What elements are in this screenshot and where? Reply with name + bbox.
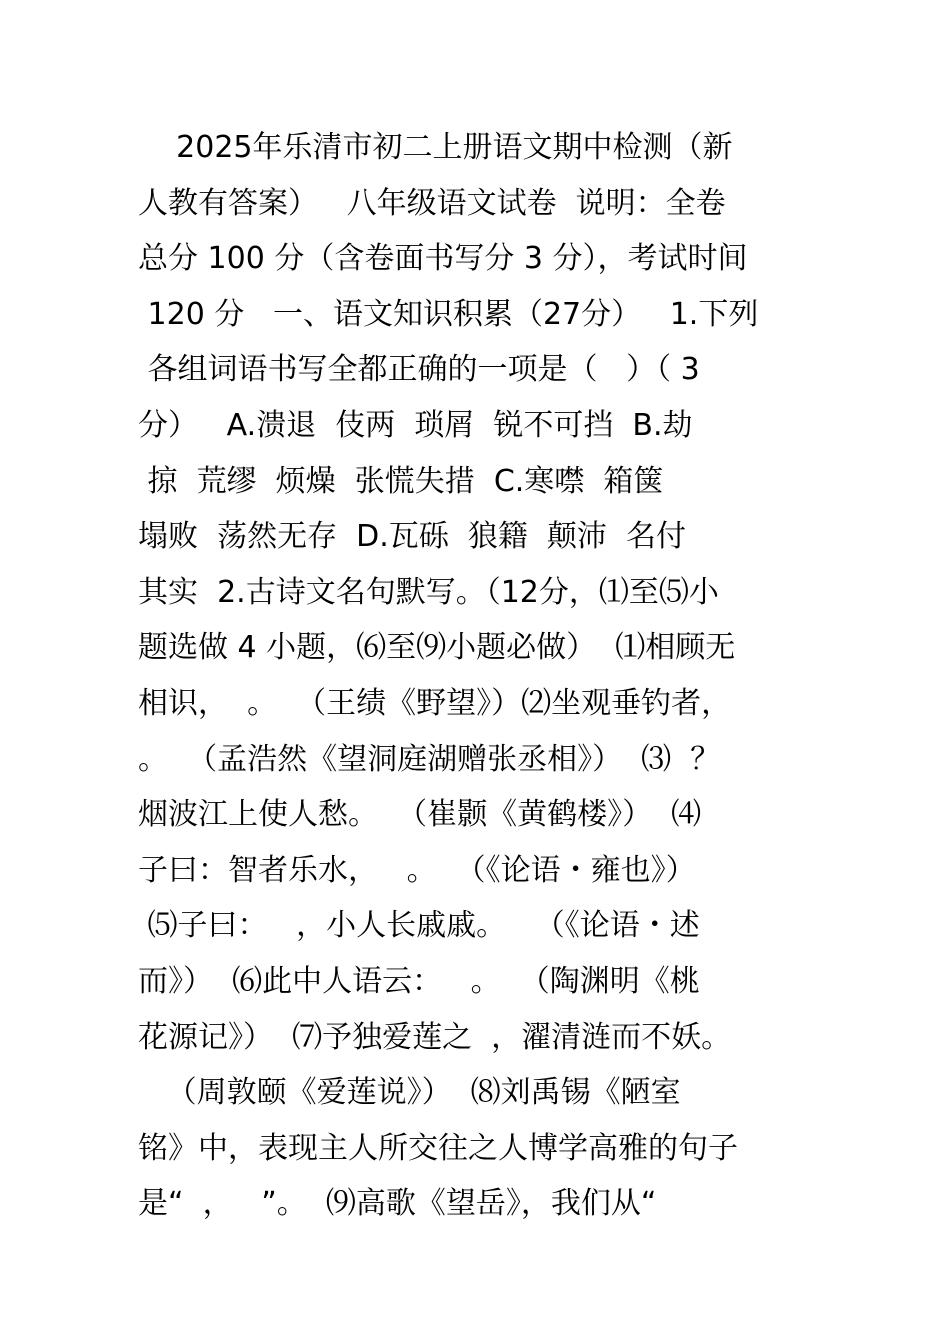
text-line: 花源记》） ⑺予独爱莲之 ，濯清涟而不妖。 [138,1019,732,1055]
text-line: 题选做 4 小题，⑹至⑼小题必做） ⑴相顾无 [138,630,736,666]
text-line: 2025年乐清市初二上册语文期中检测（新 [138,130,733,165]
text-line: 掠 荒缪 烦燥 张慌失措 C.寒噤 箱箧 [138,463,664,499]
text-line: 人教有答案） 八年级语文试卷 说明：全卷 [138,185,726,221]
text-line: 其实 2.古诗文名句默写。（12分，⑴至⑸小 [138,574,719,610]
text-line: 塌败 荡然无存 D.瓦砾 狼籍 颠沛 名付 [138,519,686,555]
text-line: ⑸子曰： ，小人长戚戚。 （《论语・述 [138,908,700,944]
exam-text [138,120,838,1232]
text-line: 子曰：智者乐水， 。 （《论语・雍也》） [138,852,696,888]
text-line: 烟波江上使人愁。 （崔颢《黄鹤楼》） ⑷ [138,797,702,833]
text-line: 120 分 一、语文知识积累（27分） 1.下列 [138,296,759,332]
text-line: 总分 100 分（含卷面书写分 3 分），考试时间 [138,241,748,277]
text-line: 。 （孟浩然《望洞庭湖赠张丞相》） ⑶ ？ [138,741,721,777]
text-line: 是“ ， ”。 ⑼高歌《望岳》，我们从“ [138,1186,657,1222]
text-line: 铭》中，表现主人所交往之人博学高雅的句子 [138,1130,738,1166]
text-line: 而》） ⑹此中人语云： 。 （陶渊明《桃 [138,963,700,999]
text-line: 相识， 。 （王绩《野望》）⑵坐观垂钓者， [138,685,732,721]
text-line: （周敦颐《爱莲说》） ⑻刘禹锡《陋室 [138,1075,681,1111]
text-line: 各组词语书写全都正确的一项是（ ）（ 3 [138,352,700,388]
text-line: 分） A.溃退 伎两 琐屑 锐不可挡 B.劫 [138,407,693,443]
